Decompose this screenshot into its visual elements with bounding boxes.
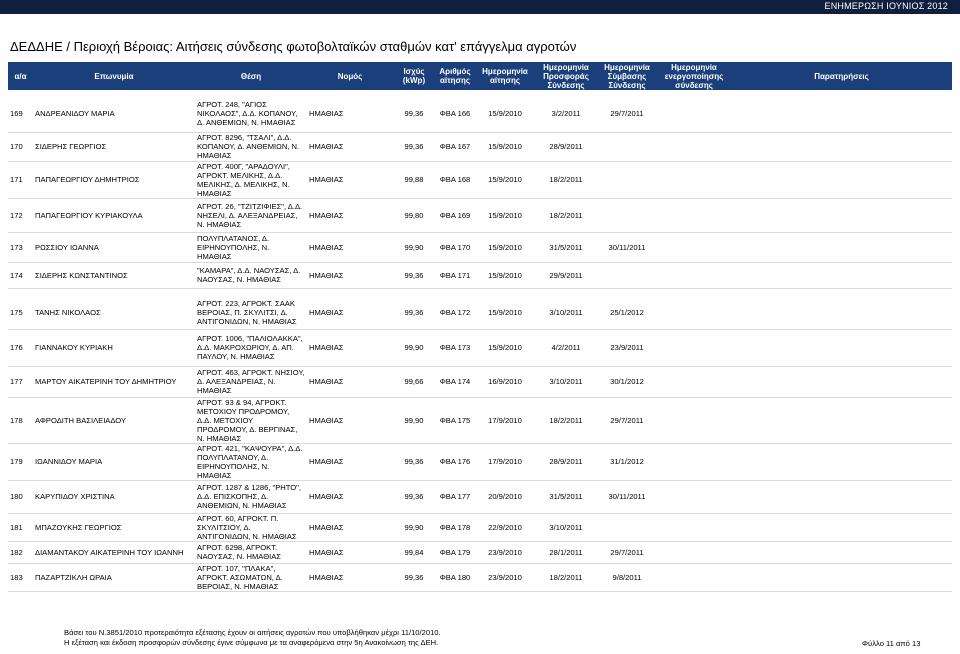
col-header-name: Επωνυμία bbox=[33, 62, 195, 90]
aa-cell: 173 bbox=[8, 232, 33, 262]
app-date-cell: 15/9/2010 bbox=[475, 161, 535, 198]
offer-date-cell: 3/10/2011 bbox=[535, 513, 597, 541]
position-cell: ΑΓΡΟΤ. 26, "ΤΖΙΤΖΙΦΙΕΣ", Δ.Δ. ΝΗΣΕΛΙ, Δ. ΑΛΕΞΑΝΔΡΕΙΑΣ, Ν. ΗΜΑΘΙΑΣ bbox=[195, 198, 307, 232]
contract-date-cell: 30/1/2012 bbox=[597, 366, 657, 397]
name-cell: ΡΩΣΣΙΟΥ ΙΩΑΝΝΑ bbox=[33, 232, 195, 262]
activation-date-cell bbox=[657, 132, 731, 161]
update-date-label: ΕΝΗΜΕΡΩΣΗ ΙΟΥΝΙΟΣ 2012 bbox=[824, 1, 948, 11]
table-body bbox=[8, 90, 952, 591]
aa-cell: 182 bbox=[8, 541, 33, 563]
position-cell: ΑΓΡΟΤ. 8296, "ΤΣΑΛΙ", Δ.Δ. ΚΟΠΑΝΟΥ, Δ. ΑΝΘΕΜΙΩΝ, Ν. ΗΜΑΘΙΑΣ bbox=[195, 132, 307, 161]
activation-date-cell bbox=[657, 397, 731, 443]
activation-date-cell bbox=[657, 96, 731, 132]
activation-date-cell bbox=[657, 513, 731, 541]
contract-date-cell: 31/1/2012 bbox=[597, 443, 657, 480]
activation-date-cell bbox=[657, 480, 731, 513]
aa-cell: 179 bbox=[8, 443, 33, 480]
notes-cell bbox=[731, 329, 952, 366]
table-row bbox=[8, 329, 952, 366]
aa-cell: 183 bbox=[8, 563, 33, 591]
notes-cell bbox=[731, 366, 952, 397]
nomos-cell: ΗΜΑΘΙΑΣ bbox=[307, 513, 393, 541]
position-cell: ΠΟΛΥΠΛΑΤΑΝΟΣ, Δ. ΕΙΡΗΝΟΥΠΟΛΗΣ, Ν. ΗΜΑΘΙΑΣ bbox=[195, 232, 307, 262]
nomos-cell: ΗΜΑΘΙΑΣ bbox=[307, 563, 393, 591]
offer-date-cell: 31/5/2011 bbox=[535, 232, 597, 262]
contract-date-cell: 30/11/2011 bbox=[597, 232, 657, 262]
nomos-cell: ΗΜΑΘΙΑΣ bbox=[307, 296, 393, 329]
name-cell: ΤΑΝΗΣ ΝΙΚΟΛΑΟΣ bbox=[33, 296, 195, 329]
app-no-cell: ΦΒΑ 176 bbox=[435, 443, 475, 480]
notes-cell bbox=[731, 232, 952, 262]
aa-cell: 178 bbox=[8, 397, 33, 443]
power-cell: 99,36 bbox=[393, 296, 435, 329]
name-cell: ΓΙΑΝΝΑΚΟΥ ΚΥΡΙΑΚΗ bbox=[33, 329, 195, 366]
power-cell: 99,90 bbox=[393, 513, 435, 541]
power-cell: 99,80 bbox=[393, 198, 435, 232]
table-row bbox=[8, 198, 952, 232]
app-no-cell: ΦΒΑ 174 bbox=[435, 366, 475, 397]
power-cell: 99,90 bbox=[393, 329, 435, 366]
app-date-cell: 15/9/2010 bbox=[475, 198, 535, 232]
power-cell: 99,90 bbox=[393, 232, 435, 262]
aa-cell: 181 bbox=[8, 513, 33, 541]
position-cell: ΑΓΡΟΤ. 248, "ΑΓΙΟΣ ΝΙΚΟΛΑΟΣ", Δ.Δ. ΚΟΠΑΝΟΥ, Δ. ΑΝΘΕΜΙΩΝ, Ν. ΗΜΑΘΙΑΣ bbox=[195, 96, 307, 132]
aa-cell: 180 bbox=[8, 480, 33, 513]
name-cell: ΜΑΡΤΟΥ ΑΙΚΑΤΕΡΙΝΗ ΤΟΥ ΔΗΜΗΤΡΙΟΥ bbox=[33, 366, 195, 397]
position-cell: ΑΓΡΟΤ. 6298, ΑΓΡΟΚΤ. ΝΑΟΥΣΑΣ, Ν. ΗΜΑΘΙΑΣ bbox=[195, 541, 307, 563]
app-no-cell: ΦΒΑ 167 bbox=[435, 132, 475, 161]
offer-date-cell: 18/2/2011 bbox=[535, 563, 597, 591]
nomos-cell: ΗΜΑΘΙΑΣ bbox=[307, 329, 393, 366]
offer-date-cell: 31/5/2011 bbox=[535, 480, 597, 513]
name-cell: ΔΙΑΜΑΝΤΑΚΟΥ ΑΙΚΑΤΕΡΙΝΗ ΤΟΥ ΙΩΑΝΝΗ bbox=[33, 541, 195, 563]
notes-cell bbox=[731, 198, 952, 232]
name-cell: ΚΑΡΥΠΙΔΟΥ ΧΡΙΣΤΙΝΑ bbox=[33, 480, 195, 513]
col-header-nomos: Νομός bbox=[307, 62, 393, 90]
nomos-cell: ΗΜΑΘΙΑΣ bbox=[307, 161, 393, 198]
table-row bbox=[8, 161, 952, 198]
app-date-cell: 23/9/2010 bbox=[475, 563, 535, 591]
name-cell: ΠΑΠΑΓΕΩΡΓΙΟΥ ΔΗΜΗΤΡΙΟΣ bbox=[33, 161, 195, 198]
offer-date-cell: 4/2/2011 bbox=[535, 329, 597, 366]
aa-cell: 169 bbox=[8, 96, 33, 132]
aa-cell: 175 bbox=[8, 296, 33, 329]
nomos-cell: ΗΜΑΘΙΑΣ bbox=[307, 480, 393, 513]
col-header-notes: Παρατηρήσεις bbox=[731, 62, 952, 90]
offer-date-cell: 18/2/2011 bbox=[535, 198, 597, 232]
notes-cell bbox=[731, 397, 952, 443]
activation-date-cell bbox=[657, 563, 731, 591]
activation-date-cell bbox=[657, 541, 731, 563]
notes-cell bbox=[731, 563, 952, 591]
notes-cell bbox=[731, 96, 952, 132]
notes-cell bbox=[731, 161, 952, 198]
app-date-cell: 17/9/2010 bbox=[475, 397, 535, 443]
app-date-cell: 15/9/2010 bbox=[475, 132, 535, 161]
col-header-activation-date: Ημερομηνία ενεργοποίησης σύνδεσης bbox=[657, 62, 731, 90]
applications-table bbox=[8, 62, 952, 592]
contract-date-cell: 25/1/2012 bbox=[597, 296, 657, 329]
footer-note-2: Η εξέταση και έκδοση προσφορών σύνδεσης έγινε σύμφωνα με τα αναφερόμενα στην 5η Ανακοίνωση της ΔΕΗ. bbox=[64, 638, 439, 647]
offer-date-cell: 18/2/2011 bbox=[535, 397, 597, 443]
position-cell: ΑΓΡΟΤ. 400Γ, "ΑΡΑΔΟΥΛΙ", ΑΓΡΟΚΤ. ΜΕΛΙΚΗΣ, Δ.Δ. ΜΕΛΙΚΗΣ, Δ. ΜΕΛΙΚΗΣ, Ν. ΗΜΑΘΙΑΣ bbox=[195, 161, 307, 198]
position-cell: ΑΓΡΟΤ. 93 & 94, ΑΓΡΟΚΤ. ΜΕΤΟΧΙΟΥ ΠΡΟΔΡΟΜΟΥ, Δ.Δ. ΜΕΤΟΧΙΟΥ ΠΡΟΔΡΟΜΟΥ, Δ. ΒΕΡΓΙΝΑΣ, Ν. ΗΜΑΘΙΑΣ bbox=[195, 397, 307, 443]
col-header-app-no: Αριθμός αίτησης bbox=[435, 62, 475, 90]
notes-cell bbox=[731, 132, 952, 161]
contract-date-cell: 23/9/2011 bbox=[597, 329, 657, 366]
notes-cell bbox=[731, 443, 952, 480]
app-date-cell: 15/9/2010 bbox=[475, 232, 535, 262]
col-header-app-date: Ημερομηνία αίτησης bbox=[475, 62, 535, 90]
offer-date-cell: 28/9/2011 bbox=[535, 132, 597, 161]
app-date-cell: 20/9/2010 bbox=[475, 480, 535, 513]
app-date-cell: 15/9/2010 bbox=[475, 96, 535, 132]
aa-cell: 176 bbox=[8, 329, 33, 366]
activation-date-cell bbox=[657, 296, 731, 329]
nomos-cell: ΗΜΑΘΙΑΣ bbox=[307, 541, 393, 563]
page-number: Φύλλο 11 από 13 bbox=[862, 639, 921, 648]
power-cell: 99,36 bbox=[393, 96, 435, 132]
footer-note-1: Βάσει του Ν.3851/2010 προτεραιότητα εξέτασης έχουν οι αιτήσεις αγροτών που υποβλήθηκαν μέχρι 11/10/2010. bbox=[64, 628, 441, 637]
name-cell: ΜΠΑΖΟΥΚΗΣ ΓΕΩΡΓΙΟΣ bbox=[33, 513, 195, 541]
notes-cell bbox=[731, 262, 952, 288]
offer-date-cell: 3/10/2011 bbox=[535, 296, 597, 329]
col-header-power: Ισχύς (kWp) bbox=[393, 62, 435, 90]
app-no-cell: ΦΒΑ 169 bbox=[435, 198, 475, 232]
power-cell: 99,88 bbox=[393, 161, 435, 198]
aa-cell: 171 bbox=[8, 161, 33, 198]
notes-cell bbox=[731, 541, 952, 563]
app-no-cell: ΦΒΑ 172 bbox=[435, 296, 475, 329]
nomos-cell: ΗΜΑΘΙΑΣ bbox=[307, 198, 393, 232]
table-row bbox=[8, 541, 952, 563]
app-date-cell: 15/9/2010 bbox=[475, 329, 535, 366]
table-row bbox=[8, 132, 952, 161]
app-date-cell: 23/9/2010 bbox=[475, 541, 535, 563]
table-header-row bbox=[8, 62, 952, 90]
top-banner bbox=[0, 0, 960, 14]
col-header-contract-date: Ημερομηνία Σύμβασης Σύνδεσης bbox=[597, 62, 657, 90]
contract-date-cell: 29/7/2011 bbox=[597, 397, 657, 443]
app-date-cell: 15/9/2010 bbox=[475, 262, 535, 288]
activation-date-cell bbox=[657, 366, 731, 397]
app-no-cell: ΦΒΑ 177 bbox=[435, 480, 475, 513]
table-row bbox=[8, 480, 952, 513]
activation-date-cell bbox=[657, 198, 731, 232]
contract-date-cell: 29/7/2011 bbox=[597, 96, 657, 132]
nomos-cell: ΗΜΑΘΙΑΣ bbox=[307, 262, 393, 288]
notes-cell bbox=[731, 480, 952, 513]
page-title: ΔΕΔΔΗΕ / Περιοχή Βέροιας: Αιτήσεις σύνδεσης φωτοβολταϊκών σταθμών κατ' επάγγελμα αγροτών bbox=[10, 39, 577, 54]
nomos-cell: ΗΜΑΘΙΑΣ bbox=[307, 397, 393, 443]
col-header-aa: α/α bbox=[8, 62, 33, 90]
table-row bbox=[8, 366, 952, 397]
contract-date-cell bbox=[597, 198, 657, 232]
col-header-position: Θέση bbox=[195, 62, 307, 90]
name-cell: ΠΑΖΑΡΤΖΙΚΛΗ ΩΡΑΙΑ bbox=[33, 563, 195, 591]
name-cell: ΠΑΠΑΓΕΩΡΓΙΟΥ ΚΥΡΙΑΚΟΥΛΑ bbox=[33, 198, 195, 232]
position-cell: ΑΓΡΟΤ. 1287 & 1286, "ΡΗΤΟ", Δ.Δ. ΕΠΙΣΚΟΠΗΣ, Δ. ΑΝΘΕΜΙΩΝ, Ν. ΗΜΑΘΙΑΣ bbox=[195, 480, 307, 513]
app-no-cell: ΦΒΑ 168 bbox=[435, 161, 475, 198]
table-row bbox=[8, 443, 952, 480]
position-cell: ΑΓΡΟΤ. 421, "ΚΑΨΟΥΡΑ", Δ.Δ. ΠΟΛΥΠΛΑΤΑΝΟΥ, Δ. ΕΙΡΗΝΟΥΠΟΛΗΣ, Ν. ΗΜΑΘΙΑΣ bbox=[195, 443, 307, 480]
table-row bbox=[8, 262, 952, 288]
table-row bbox=[8, 563, 952, 591]
power-cell: 99,90 bbox=[393, 397, 435, 443]
position-cell: ΑΓΡΟΤ. 60, ΑΓΡΟΚΤ. Π. ΣΚΥΛΙΤΣΙΟΥ, Δ. ΑΝΤΙΓΟΝΙΔΩΝ, Ν. ΗΜΑΘΙΑΣ bbox=[195, 513, 307, 541]
power-cell: 99,84 bbox=[393, 541, 435, 563]
name-cell: ΑΦΡΟΔΙΤΗ ΒΑΣΙΛΕΙΑΔΟΥ bbox=[33, 397, 195, 443]
contract-date-cell: 29/7/2011 bbox=[597, 541, 657, 563]
nomos-cell: ΗΜΑΘΙΑΣ bbox=[307, 96, 393, 132]
position-cell: ΑΓΡΟΤ. 223, ΑΓΡΟΚΤ. ΣΑΑΚ ΒΕΡΟΙΑΣ, Π. ΣΚΥΛΙΤΣΙ, Δ. ΑΝΤΙΓΟΝΙΔΩΝ, Ν. ΗΜΑΘΙΑΣ bbox=[195, 296, 307, 329]
activation-date-cell bbox=[657, 161, 731, 198]
app-no-cell: ΦΒΑ 179 bbox=[435, 541, 475, 563]
position-cell: ΑΓΡΟΤ. 107, "ΠΛΑΚΑ", ΑΓΡΟΚΤ. ΑΣΩΜΑΤΩΝ, Δ. ΒΕΡΟΙΑΣ, Ν. ΗΜΑΘΙΑΣ bbox=[195, 563, 307, 591]
nomos-cell: ΗΜΑΘΙΑΣ bbox=[307, 132, 393, 161]
position-cell: ΑΓΡΟΤ. 1006, "ΠΑΛΙΟΛΑΚΚΑ", Δ.Δ. ΜΑΚΡΟΧΩΡΙΟΥ, Δ. ΑΠ. ΠΑΥΛΟΥ, Ν. ΗΜΑΘΙΑΣ bbox=[195, 329, 307, 366]
activation-date-cell bbox=[657, 443, 731, 480]
table-row bbox=[8, 513, 952, 541]
col-header-offer-date: Ημερομηνία Προσφοράς Σύνδεσης bbox=[535, 62, 597, 90]
offer-date-cell: 3/2/2011 bbox=[535, 96, 597, 132]
power-cell: 99,36 bbox=[393, 563, 435, 591]
activation-date-cell bbox=[657, 329, 731, 366]
notes-cell bbox=[731, 513, 952, 541]
table-row bbox=[8, 96, 952, 132]
offer-date-cell: 28/1/2011 bbox=[535, 541, 597, 563]
aa-cell: 172 bbox=[8, 198, 33, 232]
row-gap bbox=[8, 288, 952, 296]
app-no-cell: ΦΒΑ 178 bbox=[435, 513, 475, 541]
table-row bbox=[8, 232, 952, 262]
aa-cell: 177 bbox=[8, 366, 33, 397]
nomos-cell: ΗΜΑΘΙΑΣ bbox=[307, 232, 393, 262]
footer-notes bbox=[64, 628, 441, 648]
app-date-cell: 15/9/2010 bbox=[475, 296, 535, 329]
app-no-cell: ΦΒΑ 171 bbox=[435, 262, 475, 288]
power-cell: 99,66 bbox=[393, 366, 435, 397]
power-cell: 99,36 bbox=[393, 132, 435, 161]
app-date-cell: 17/9/2010 bbox=[475, 443, 535, 480]
activation-date-cell bbox=[657, 232, 731, 262]
contract-date-cell bbox=[597, 161, 657, 198]
position-cell: ΑΓΡΟΤ. 463, ΑΓΡΟΚΤ. ΝΗΣΙΟΥ, Δ. ΑΛΕΞΑΝΔΡΕΙΑΣ, Ν. ΗΜΑΘΙΑΣ bbox=[195, 366, 307, 397]
power-cell: 99,36 bbox=[393, 443, 435, 480]
offer-date-cell: 29/9/2011 bbox=[535, 262, 597, 288]
app-no-cell: ΦΒΑ 175 bbox=[435, 397, 475, 443]
activation-date-cell bbox=[657, 262, 731, 288]
offer-date-cell: 18/2/2011 bbox=[535, 161, 597, 198]
contract-date-cell: 9/8/2011 bbox=[597, 563, 657, 591]
power-cell: 99,36 bbox=[393, 262, 435, 288]
name-cell: ΣΙΔΕΡΗΣ ΓΕΩΡΓΙΟΣ bbox=[33, 132, 195, 161]
offer-date-cell: 3/10/2011 bbox=[535, 366, 597, 397]
aa-cell: 174 bbox=[8, 262, 33, 288]
contract-date-cell bbox=[597, 132, 657, 161]
power-cell: 99,36 bbox=[393, 480, 435, 513]
name-cell: ΣΙΔΕΡΗΣ ΚΩΝΣΤΑΝΤΙΝΟΣ bbox=[33, 262, 195, 288]
app-date-cell: 22/9/2010 bbox=[475, 513, 535, 541]
name-cell: ΙΩΑΝΝΙΔΟΥ ΜΑΡΙΑ bbox=[33, 443, 195, 480]
app-no-cell: ΦΒΑ 180 bbox=[435, 563, 475, 591]
position-cell: "ΚΑΜΑΡΑ", Δ.Δ. ΝΑΟΥΣΑΣ, Δ. ΝΑΟΥΣΑΣ, Ν. ΗΜΑΘΙΑΣ bbox=[195, 262, 307, 288]
app-no-cell: ΦΒΑ 166 bbox=[435, 96, 475, 132]
nomos-cell: ΗΜΑΘΙΑΣ bbox=[307, 366, 393, 397]
notes-cell bbox=[731, 296, 952, 329]
offer-date-cell: 28/9/2011 bbox=[535, 443, 597, 480]
name-cell: ΑΝΔΡΕΑΝΙΔΟΥ ΜΑΡΙΑ bbox=[33, 96, 195, 132]
aa-cell: 170 bbox=[8, 132, 33, 161]
contract-date-cell bbox=[597, 513, 657, 541]
table-row bbox=[8, 296, 952, 329]
nomos-cell: ΗΜΑΘΙΑΣ bbox=[307, 443, 393, 480]
contract-date-cell bbox=[597, 262, 657, 288]
table-row bbox=[8, 397, 952, 443]
app-no-cell: ΦΒΑ 173 bbox=[435, 329, 475, 366]
app-no-cell: ΦΒΑ 170 bbox=[435, 232, 475, 262]
app-date-cell: 16/9/2010 bbox=[475, 366, 535, 397]
contract-date-cell: 30/11/2011 bbox=[597, 480, 657, 513]
